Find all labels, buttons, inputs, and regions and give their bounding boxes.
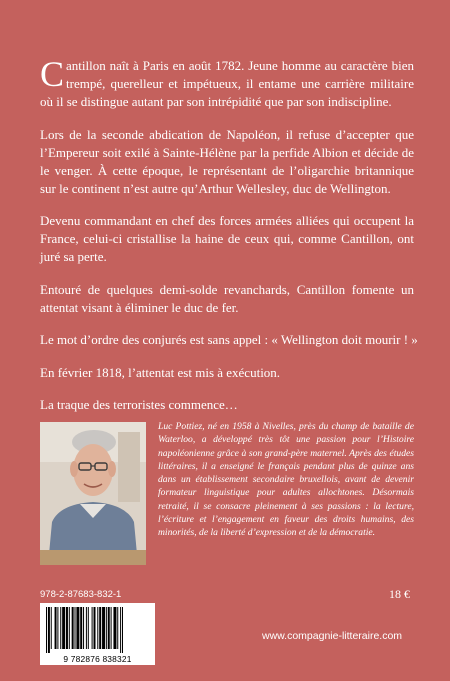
barcode-bar <box>106 607 107 649</box>
barcode-bar <box>62 607 65 649</box>
barcode-bar <box>75 607 76 649</box>
barcode-bar <box>113 607 116 649</box>
author-portrait-icon <box>40 422 146 565</box>
barcode-bar <box>57 607 58 649</box>
synopsis <box>40 54 418 429</box>
barcode-bar <box>60 607 61 649</box>
synopsis-paragraph-7: La traque des terroristes commence… <box>40 397 238 412</box>
synopsis-paragraph-1 <box>40 54 414 111</box>
synopsis-paragraph-5: Le mot d’ordre des conjurés est sans appel : « Wellington doit mourir ! » <box>40 332 418 347</box>
synopsis-paragraph-4: Entouré de quelques demi-solde revanchards, Cantillon fomente un attentat visant à éliminer le duc de fer. <box>40 281 414 315</box>
barcode-bar <box>99 607 101 649</box>
barcode-bar <box>51 607 52 649</box>
barcode-icon <box>40 603 155 665</box>
barcode-bar <box>46 607 47 653</box>
barcode-bar <box>122 607 123 653</box>
synopsis-paragraph-3: Devenu commandant en chef des forces armées alliées qui occupent la France, celui-ci cristallise la haine de ceux qui, comme Cantillon, ont juré sa perte. <box>40 213 414 264</box>
drop-cap: C <box>40 54 65 94</box>
author-biography: Luc Pottiez, né en 1958 à Nivelles, près du champ de bataille de Waterloo, a développé très tôt une passion pour l’Histoire napoléonienne grâce à son grand-père maternel. Après des études littéraires, il a enseigné le français pendant plus de quinze ans dans un établissement secondaire bruxellois, avant de devenir formateur linguistique pour adultes allochtones. Désormais retraité, il se consacre pleinement à ses passions : la lecture, l’écriture et l’engagement en faveur des droits humains, des minorités, de la liberté d’expression et de la démocratie. <box>158 421 414 539</box>
barcode-bar <box>120 607 121 653</box>
barcode-bar <box>76 607 79 649</box>
barcode-digits: 9 782876 838321 <box>63 654 132 664</box>
price: 18 € <box>389 587 410 601</box>
synopsis-paragraph-1-text: antillon naît à Paris en août 1782. Jeune homme au caractère bien trempé, querelleur et impétueux, il entame une carrière militaire où il se distingue autant par son intrépidité que par son indiscipline. <box>40 58 414 109</box>
barcode-bars <box>40 603 155 655</box>
author-photo <box>40 422 146 565</box>
barcode-bar <box>111 607 112 649</box>
synopsis-paragraph-2: Lors de la seconde abdication de Napoléon, il refuse d’accepter que l’Empereur soit exilé à Sainte-Hélène par la perfide Albion et décide de le venger. À cette époque, le représentant de l’oligarchie britannique sur le continent n’est autre qu’Arthur Wellesley, duc de Wellington. <box>40 126 414 196</box>
synopsis-paragraph-6: En février 1818, l’attentat est mis à exécution. <box>40 364 281 380</box>
barcode-bar <box>88 607 89 649</box>
barcode-bar <box>48 607 50 653</box>
barcode-bar <box>86 607 87 649</box>
publisher-website: www.compagnie-litteraire.com <box>262 630 403 642</box>
barcode-bar <box>97 607 98 649</box>
barcode-bar <box>92 607 93 649</box>
barcode-bar <box>66 607 68 649</box>
barcode-bar <box>94 607 96 649</box>
isbn: 978-2-87683-832-1 <box>40 589 122 600</box>
barcode-bar <box>55 607 57 649</box>
barcode-bar <box>80 607 82 649</box>
barcode-bar <box>72 607 74 649</box>
barcode-bar <box>69 607 70 649</box>
barcode-bar <box>108 607 110 649</box>
barcode-bar <box>117 607 118 649</box>
barcode-bar <box>102 607 105 649</box>
barcode-bar <box>83 607 84 649</box>
